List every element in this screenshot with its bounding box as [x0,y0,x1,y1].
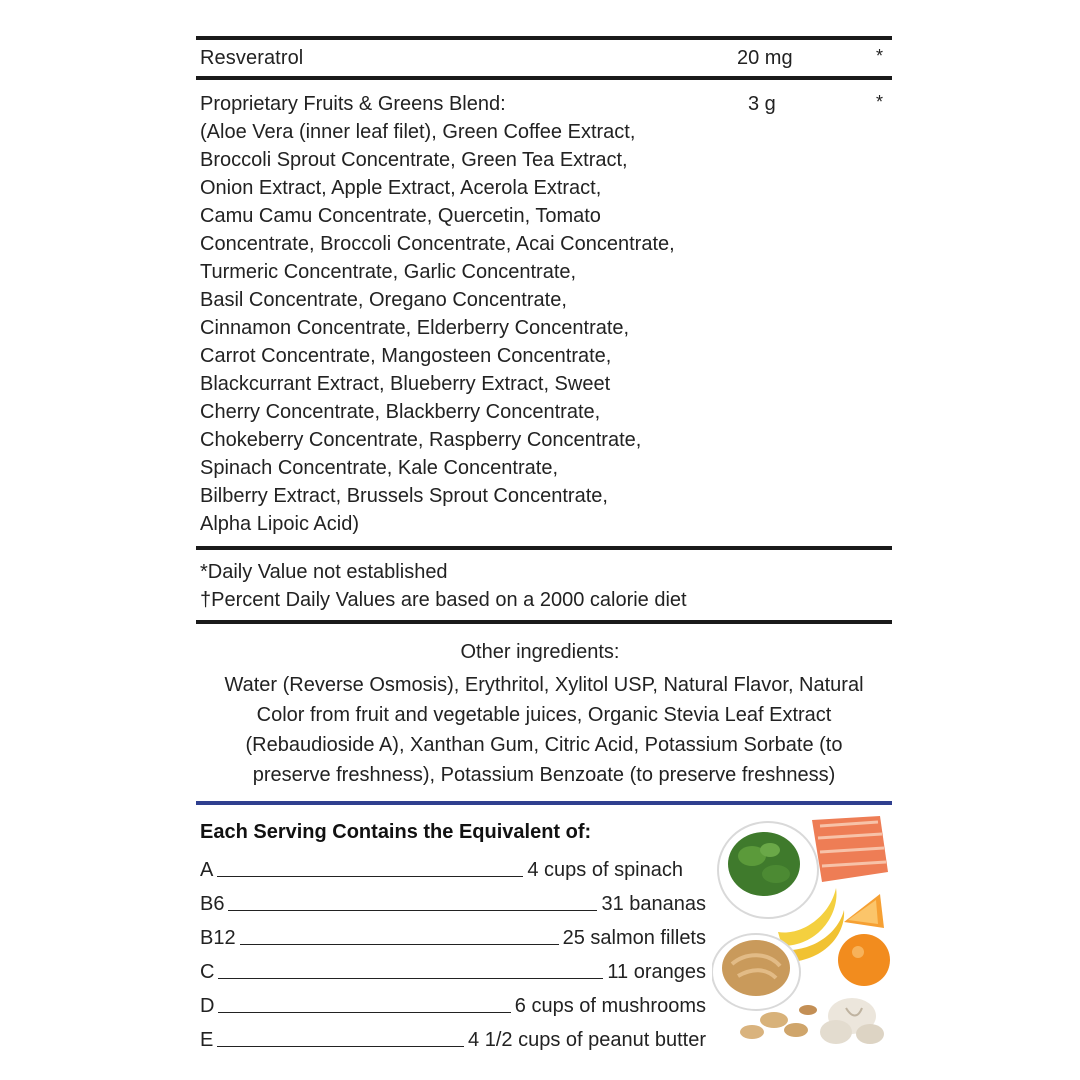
equivalent-value: 31 bananas [601,893,706,915]
blend-amount: 3 g [748,93,776,115]
footnote-rule [196,620,892,624]
equivalent-row [200,954,706,984]
spinach-bowl-icon [718,822,818,918]
other-ingredients-line: Water (Reverse Osmosis), Erythritol, Xylitol USP, Natural Flavor, Natural [224,674,864,696]
mushroom-icon [820,998,884,1044]
equivalent-row [200,852,706,882]
leader-line [228,910,597,911]
resveratrol-rule [196,76,892,80]
footnote-dv: *Daily Value not established [200,561,448,583]
blend-ingredient-line: Cherry Concentrate, Blackberry Concentrate, [200,401,601,423]
blend-ingredient-line: Chokeberry Concentrate, Raspberry Concentrate, [200,429,642,451]
equivalent-nutrient: D [200,995,215,1017]
leader-line [217,1046,464,1047]
blend-ingredient-line: Alpha Lipoic Acid) [200,513,359,535]
resveratrol-dv: * [876,46,884,66]
equivalent-value: 25 salmon fillets [562,927,706,949]
resveratrol-amount: 20 mg [737,47,793,69]
blend-rule [196,546,892,550]
equivalent-row [200,920,706,950]
blend-ingredient-line: Basil Concentrate, Oregano Concentrate, [200,289,567,311]
equivalent-nutrient: E [200,1029,214,1051]
equivalent-nutrient: A [200,859,214,881]
equivalent-value: 11 oranges [607,961,706,983]
blend-ingredient-line: Broccoli Sprout Concentrate, Green Tea Extract, [200,149,628,171]
equivalent-row [200,988,706,1018]
blend-ingredient-line: Blackcurrant Extract, Blueberry Extract, Sweet [200,373,611,395]
blend-ingredient-line: Onion Extract, Apple Extract, Acerola Extract, [200,177,602,199]
leader-line [240,944,559,945]
blend-ingredient-line: Turmeric Concentrate, Garlic Concentrate, [200,261,577,283]
blend-ingredient-line: Camu Camu Concentrate, Quercetin, Tomato [200,205,601,227]
equivalent-nutrient: C [200,961,215,983]
accent-rule [196,801,892,805]
blend-ingredient-line: (Aloe Vera (inner leaf filet), Green Coffee Extract, [200,121,636,143]
other-ingredients-body [200,670,888,790]
blend-ingredient-line: Concentrate, Broccoli Concentrate, Acai Concentrate, [200,233,675,255]
salmon-icon [812,816,888,882]
blend-ingredient-line: Spinach Concentrate, Kale Concentrate, [200,457,558,479]
other-ingredients-title: Other ingredients: [460,641,620,663]
blend-ingredient-line: Cinnamon Concentrate, Elderberry Concentrate, [200,317,630,339]
resveratrol-name: Resveratrol [200,47,304,69]
other-ingredients-line: preserve freshness), Potassium Benzoate (to preserve freshness) [252,764,836,786]
orange-icon [838,934,890,986]
equivalent-value: 6 cups of mushrooms [514,995,706,1017]
blend-dv: * [876,92,884,112]
equivalent-value: 4 1/2 cups of peanut butter [468,1029,706,1051]
leader-line [217,876,523,877]
equivalent-nutrient: B6 [200,893,225,915]
blend-name: Proprietary Fruits & Greens Blend: [200,93,506,115]
leader-line [218,1012,510,1013]
equivalents-title: Each Serving Contains the Equivalent of: [200,821,592,843]
blend-ingredient-line: Carrot Concentrate, Mangosteen Concentrate, [200,345,612,367]
equivalent-value: 4 cups of spinach [527,859,683,881]
top-rule [196,36,892,40]
peanut-butter-icon [712,934,800,1010]
other-ingredients-line: Color from fruit and vegetable juices, Organic Stevia Leaf Extract [256,704,832,726]
blend-ingredient-line: Bilberry Extract, Brussels Sprout Concentrate, [200,485,608,507]
equivalent-row [200,1022,706,1052]
food-illustration [712,812,892,1052]
equivalent-row [200,886,706,916]
footnote-percent: †Percent Daily Values are based on a 2000 calorie diet [200,589,687,611]
blend-block [200,90,740,538]
equivalent-nutrient: B12 [200,927,236,949]
leader-line [218,978,603,979]
other-ingredients-line: (Rebaudioside A), Xanthan Gum, Citric Acid, Potassium Sorbate (to [245,734,843,756]
orange-slice-icon [844,894,884,928]
